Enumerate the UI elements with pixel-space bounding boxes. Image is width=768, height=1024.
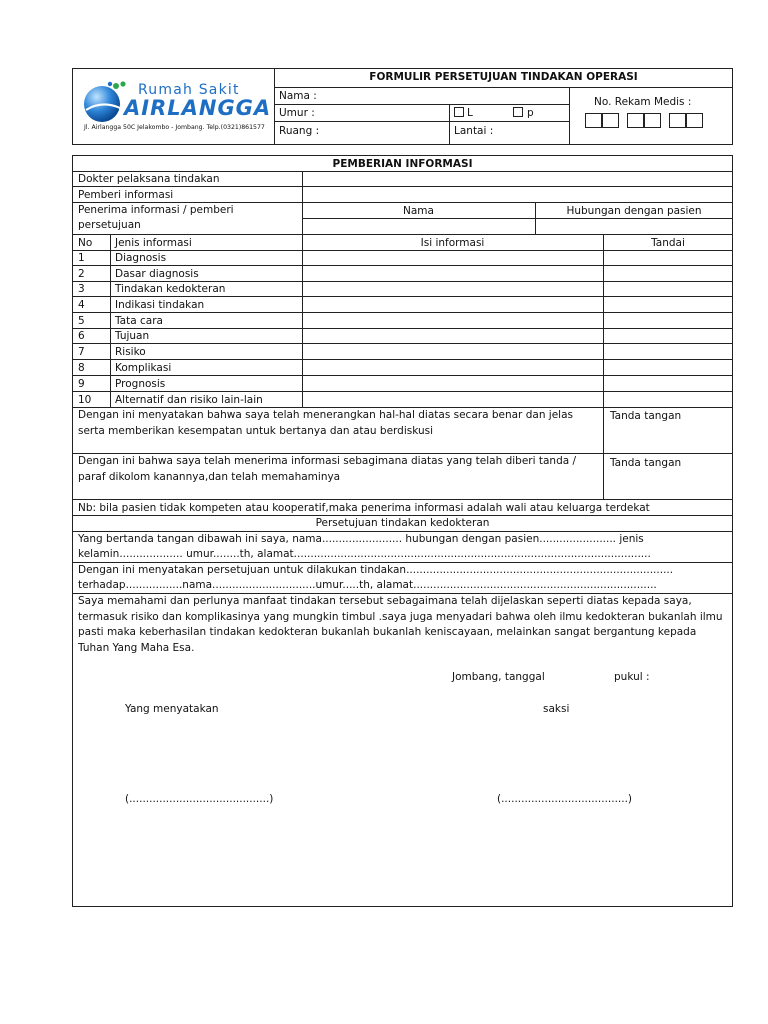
col-no: No <box>78 237 93 249</box>
hospital-address: Jl. Airlangga 50C Jelakombo - Jombang. Telp.(0321)861577 <box>84 124 265 131</box>
dokter-label: Dokter pelaksana tindakan <box>78 173 220 185</box>
col-hubungan: Hubungan dengan pasien <box>566 205 702 217</box>
col-jenis: Jenis informasi <box>115 237 192 249</box>
nama-label: Nama : <box>279 90 317 102</box>
tanda-tangan-patient: Tanda tangan <box>610 457 682 469</box>
consent-line-2b: terhadap.................nama...............................umur.....th, alamat......................................................................... <box>78 579 657 591</box>
consent-line-2a: Dengan ini menyatakan persetujuan untuk dilakukan tindakan................................................................................ <box>78 564 674 576</box>
gender-p-checkbox[interactable] <box>513 107 523 117</box>
umur-label: Umur : <box>279 107 315 119</box>
gender-p-label: p <box>527 107 534 119</box>
consent-paragraph: Saya memahami dan perlunya manfaat tindakan tersebut sebagaimana telah dijelaskan seperti diatas kepada saya, termasuk risiko dan komplikasinya yang mungkin timbul .saya juga menyadari bahwa oleh ilmu kedokteran bukanlah ilmu pasti maka keberhasilan tindakan kedokteran bukanlah bukanlah keniscayaan, melainkan sangat bergantung kepada Tuhan Yang Maha Esa. <box>78 595 723 654</box>
gender-l-checkbox[interactable] <box>454 107 464 117</box>
ruang-label: Ruang : <box>279 125 320 137</box>
rekam-medis-box-6[interactable] <box>686 113 703 128</box>
statement-doctor: Dengan ini menyatakan bahwa saya telah menerangkan hal-hal diatas secara benar dan jelas serta memberikan kesempatan untuk bertanya dan atau berdiskusi <box>78 409 574 437</box>
rekam-medis-box-3[interactable] <box>627 113 644 128</box>
hospital-name: AIRLANGGA <box>124 96 272 120</box>
form-title: FORMULIR PERSETUJUAN TINDAKAN OPERASI <box>369 71 638 83</box>
rekam-medis-box-2[interactable] <box>602 113 619 128</box>
pemberi-label: Pemberi informasi <box>78 189 174 201</box>
lantai-label: Lantai : <box>454 125 494 137</box>
consent-line-1a: Yang bertanda tangan dibawah ini saya, nama........................ hubungan dengan pasien....................... jenis <box>78 533 644 545</box>
tanda-tangan-doctor: Tanda tangan <box>610 410 682 422</box>
statement-patient: Dengan ini bahwa saya telah menerima informasi sebagimana diatas yang telah diberi tanda / paraf dikolom kanannya,dan telah memahaminya <box>78 455 577 483</box>
penerima-label: Penerima informasi / pemberi persetujuan <box>78 204 234 231</box>
col-tandai: Tandai <box>651 237 685 249</box>
hospital-subtitle: Rumah Sakit <box>138 82 240 98</box>
signature-left: (..........................................) <box>125 793 274 805</box>
gender-l-label: L <box>467 107 473 119</box>
rekam-medis-box-1[interactable] <box>585 113 602 128</box>
hospital-logo <box>80 74 270 136</box>
signature-right: (......................................) <box>497 793 633 805</box>
info-section-title: PEMBERIAN INFORMASI <box>332 158 473 170</box>
place-date: Jombang, tanggal <box>452 671 545 683</box>
yang-menyatakan-label: Yang menyatakan <box>125 703 219 715</box>
saksi-label: saksi <box>543 703 570 715</box>
logo-globe-icon <box>80 80 128 124</box>
rekam-medis-label: No. Rekam Medis : <box>594 96 692 108</box>
consent-line-1b: kelamin................... umur........th, alamat........................................................................................................... <box>78 548 651 560</box>
consent-section-title: Persetujuan tindakan kedokteran <box>315 517 490 529</box>
note-text: Nb: bila pasien tidak kompeten atau kooperatif,maka penerima informasi adalah wali atau keluarga terdekat <box>78 502 650 514</box>
rekam-medis-box-5[interactable] <box>669 113 686 128</box>
col-nama: Nama <box>403 205 434 217</box>
time-label: pukul : <box>614 671 650 683</box>
rekam-medis-box-4[interactable] <box>644 113 661 128</box>
col-isi: Isi informasi <box>420 237 485 249</box>
